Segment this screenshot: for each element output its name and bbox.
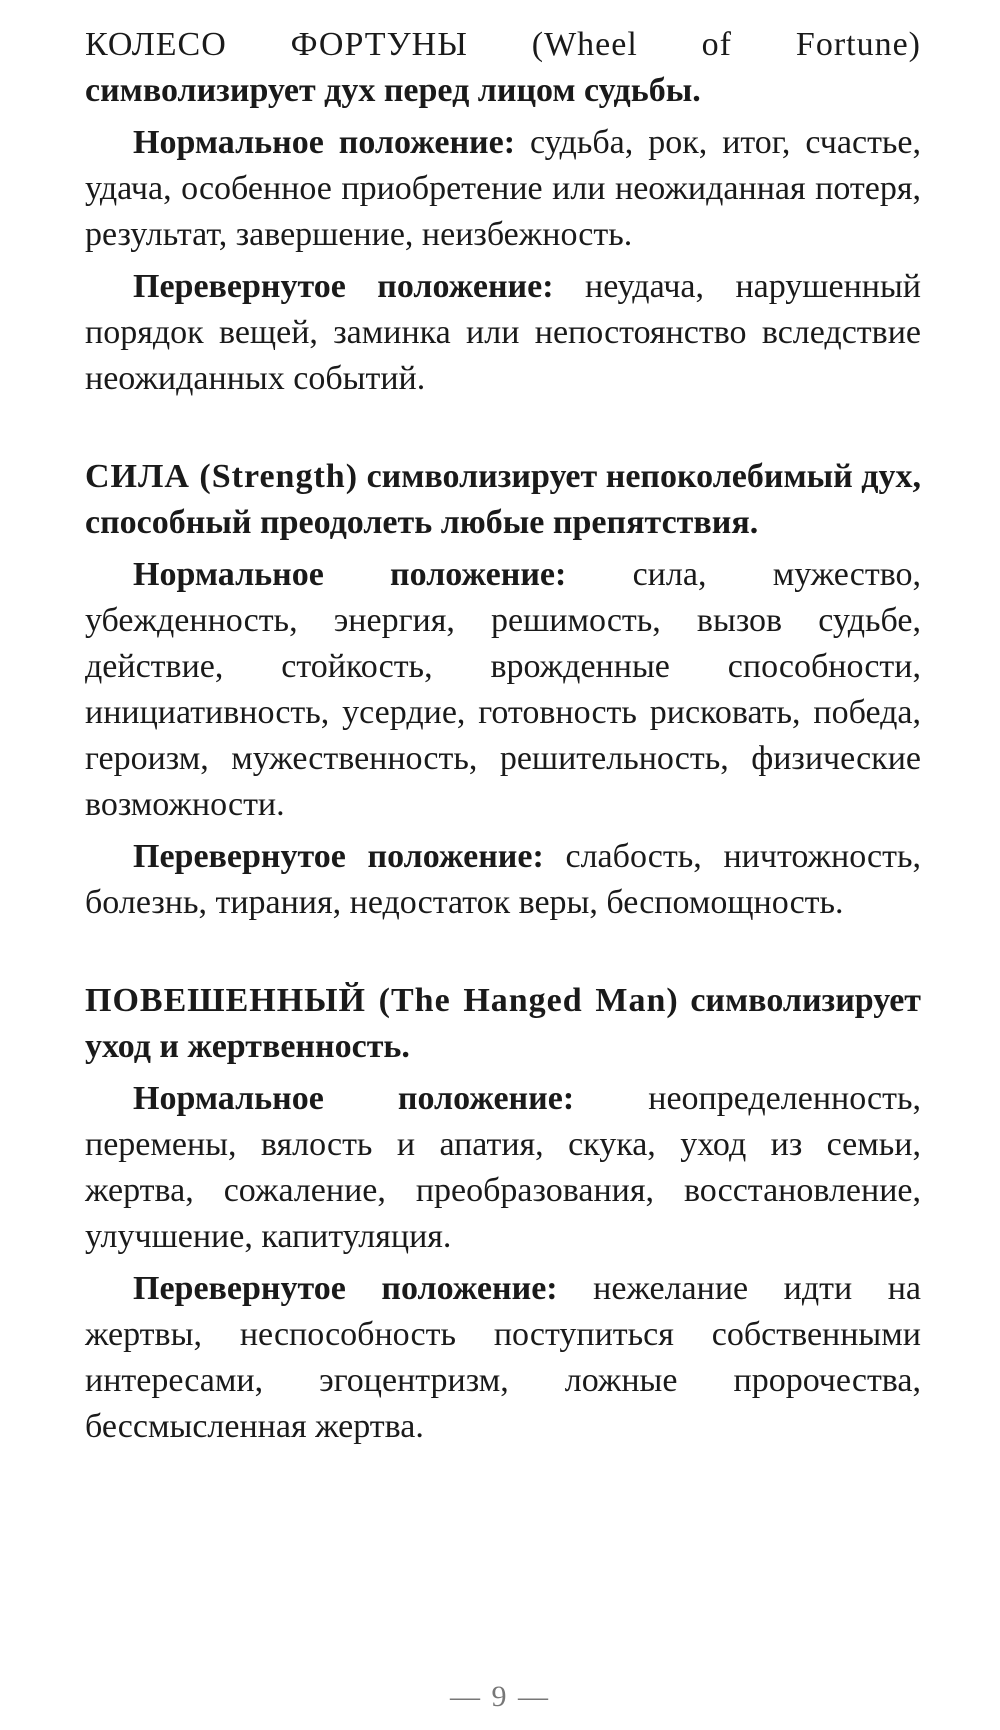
upright-meaning <box>85 1076 921 1260</box>
reversed-text: нежелание идти на жертвы, неспособность поступиться собственными интересами, эгоцентризм, ложные пророчества, бессмысленная жертва. <box>85 1270 922 1445</box>
entry-intro <box>85 978 921 1070</box>
entry-intro <box>85 454 921 546</box>
reversed-label: Перевернутое положение: <box>133 1270 558 1307</box>
book-page <box>85 22 921 1450</box>
upright-text: судьба, рок, итог, счастье, удача, особенное приобретение или неожиданная потеря, результат, завершение, неизбежность. <box>85 124 922 253</box>
reversed-text: слабость, ничтожность, болезнь, тирания, недостаток веры, беспомощность. <box>85 838 921 921</box>
reversed-label: Перевернутое положение: <box>133 838 544 875</box>
upright-label: Нормальное положение: <box>133 124 516 161</box>
upright-label: Нормальное положение: <box>133 1080 575 1117</box>
page-number: — 9 — <box>450 1680 550 1713</box>
card-symbolism: символизирует дух перед лицом судьбы. <box>85 72 701 109</box>
upright-meaning <box>85 552 921 828</box>
reversed-label: Перевернутое положение: <box>133 268 554 305</box>
upright-meaning <box>85 120 921 258</box>
upright-text: неопределенность, перемены, вялость и апатия, скука, уход из семьи, жертва, сожаление, преобразования, восстановление, улучшение, капитуляция. <box>85 1080 922 1255</box>
card-name: КОЛЕСО ФОРТУНЫ (Wheel of Fortune) <box>85 26 921 63</box>
card-symbolism: символизирует уход и жертвенность. <box>85 982 921 1065</box>
reversed-meaning <box>85 1266 921 1450</box>
card-name: СИЛА (Strength) <box>85 458 359 495</box>
entry-hanged-man <box>85 978 921 1450</box>
entry-wheel-of-fortune <box>85 22 921 402</box>
entry-strength <box>85 454 921 926</box>
reversed-text: неудача, нарушенный порядок вещей, заминка или непостоянство вследствие неожиданных событий. <box>85 268 922 397</box>
card-symbolism: символизирует непоколебимый дух, способный преодолеть любые препятствия. <box>85 458 921 541</box>
upright-text: сила, мужество, убежденность, энергия, решимость, вызов судьбе, действие, стойкость, врожденные способности, инициативность, усердие, готовность рисковать, победа, героизм, мужественность, решительность, физические возможности. <box>85 556 922 823</box>
card-name: ПОВЕШЕННЫЙ (The Hanged Man) <box>85 982 679 1019</box>
entry-intro <box>85 22 921 114</box>
upright-label: Нормальное положение: <box>133 556 567 593</box>
reversed-meaning <box>85 264 921 402</box>
reversed-meaning <box>85 834 921 926</box>
